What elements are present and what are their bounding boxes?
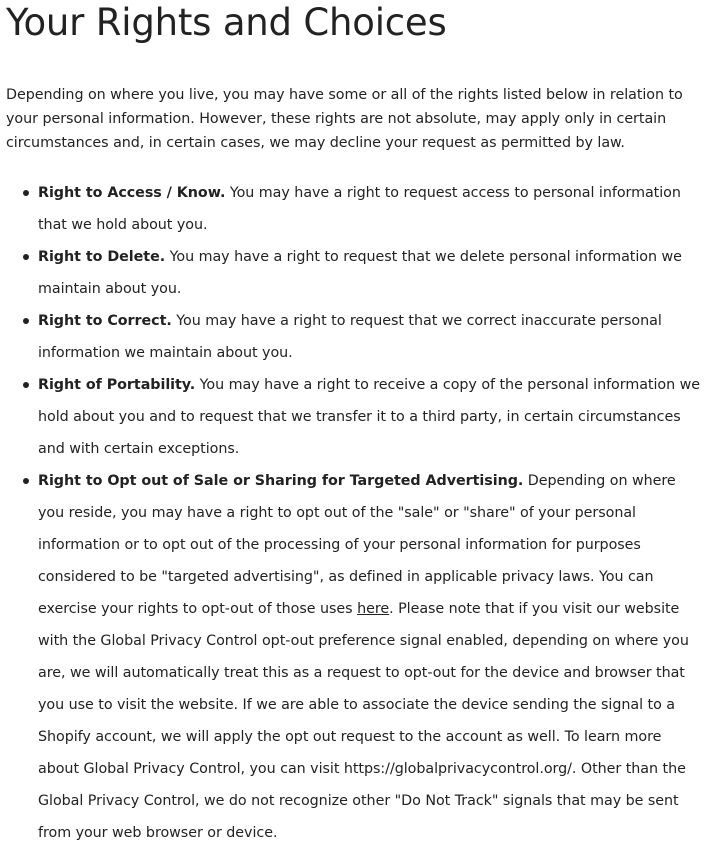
intro-paragraph: Depending on where you live, you may have some or all of the rights listed below in relation to your personal information. However, these rights are not absolute, may apply only in certain circumstances and, in certain cases, we may decline your request as permitted by law. [6, 87, 683, 151]
right-term: Right of Portability. [38, 377, 196, 393]
right-description: You may have a right to receive a copy of the personal information we hold about you and to request that we transfer it to a third party, in certain circumstances and with certain exceptions. [38, 377, 700, 457]
right-term: Right to Access / Know. [38, 185, 226, 201]
page-title: Your Rights and Choices [6, 1, 447, 44]
bullet-icon [23, 382, 29, 388]
list-item-right-of-portability [38, 369, 704, 465]
right-term: Right to Delete. [38, 249, 166, 265]
list-item-right-to-delete [38, 241, 704, 305]
right-description: You may have a right to request that we correct inaccurate personal information we maintain about you. [38, 313, 662, 361]
list-item-right-to-correct [38, 305, 704, 369]
list-item-right-to-access [38, 177, 704, 241]
bullet-icon [23, 478, 29, 484]
list-item-right-to-opt-out [38, 465, 704, 849]
bullet-icon [23, 254, 29, 260]
bullet-icon [23, 190, 29, 196]
bullet-icon [23, 318, 29, 324]
right-description: You may have a right to request that we delete personal information we maintain about you. [38, 249, 682, 297]
right-description-end: . Please note that if you visit our website with the Global Privacy Control opt-out preference signal enabled, depending on where you are, we will automatically treat this as a request to opt-out for the device and browser that you use to visit the website. If we are able to associate the device sending the signal to a Shopify account, we will apply the opt out request to the account as well. To learn more about Global Privacy Control, you can visit https://globalprivacycontrol.org/. Other than the Global Privacy Control, we do not recognize other "Do Not Track" signals that may be sent from your web browser or device. [38, 601, 689, 841]
right-description-start: Depending on where you reside, you may have a right to opt out of the "sale" or "share" of your personal information or to opt out of the processing of your personal information for purposes considered to be "targeted advertising", as defined in applicable privacy laws. You can exercise your rights to opt-out of those uses [38, 473, 676, 617]
rights-list [6, 177, 704, 849]
opt-out-here-link[interactable]: here [357, 601, 390, 617]
right-term: Right to Correct. [38, 313, 172, 329]
right-term: Right to Opt out of Sale or Sharing for Targeted Advertising. [38, 473, 524, 489]
right-description: You may have a right to request access to personal information that we hold about you. [38, 185, 681, 233]
